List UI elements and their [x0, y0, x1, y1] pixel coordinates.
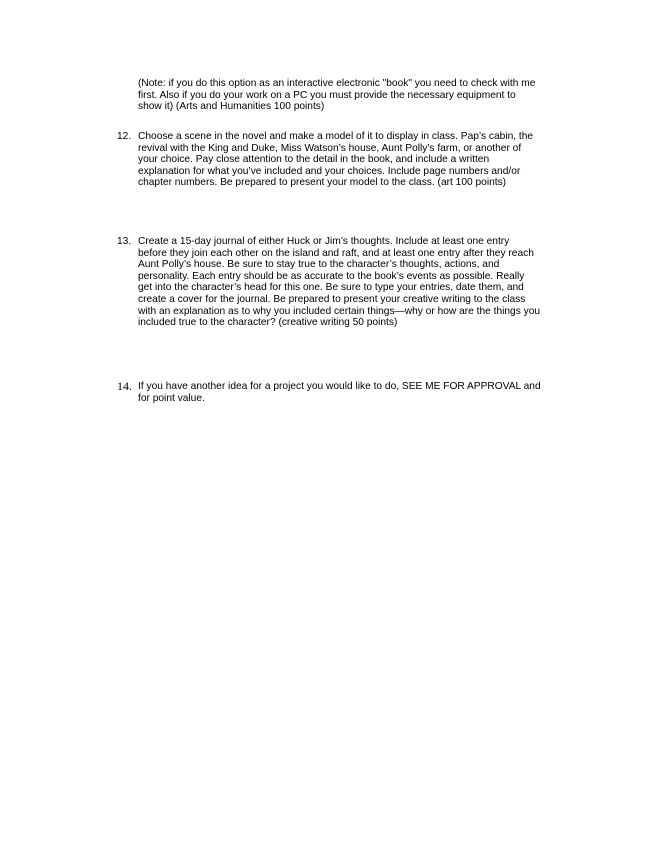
item-number: 12. [117, 131, 132, 142]
item-number: 13. [117, 236, 132, 247]
note-paragraph: (Note: if you do this option as an interactive electronic "book" you need to check with me first. Also if you do your work on a PC you must provide the necessary equipment to show it) (Arts and Humanities 100 points) [138, 78, 536, 113]
item-text: Choose a scene in the novel and make a model of it to display in class. Pap’s cabin, the revival with the King and Duke, Miss Watson’s house, Aunt Polly’s farm, or another of your choice. Pay close attention to the detail in the book, and include a written explanation for what you’ve included and your choices. Include page numbers and/or chapter numbers. Be prepared to present your model to the class. (art 100 points) [138, 131, 534, 189]
item-text: If you have another idea for a project you would like to do, SEE ME FOR APPROVAL and for point value. [138, 381, 541, 404]
item-number: 14. [117, 379, 132, 393]
item-text: Create a 15-day journal of either Huck or Jim’s thoughts. Include at least one entry before they join each other on the island and raft, and at least one entry after they reach Aunt Polly’s house. Be sure to stay true to the character’s thoughts, actions, and personality. Each entry should be as accurate to the book’s events as possible. Really get into the character’s head for this one. Be sure to type your entries, date them, and create a cover for the journal. Be prepared to present your creative writing to the class with an explanation as to why you included certain things—why or how are the things you included true to the character? (creative writing 50 points) [138, 236, 541, 329]
